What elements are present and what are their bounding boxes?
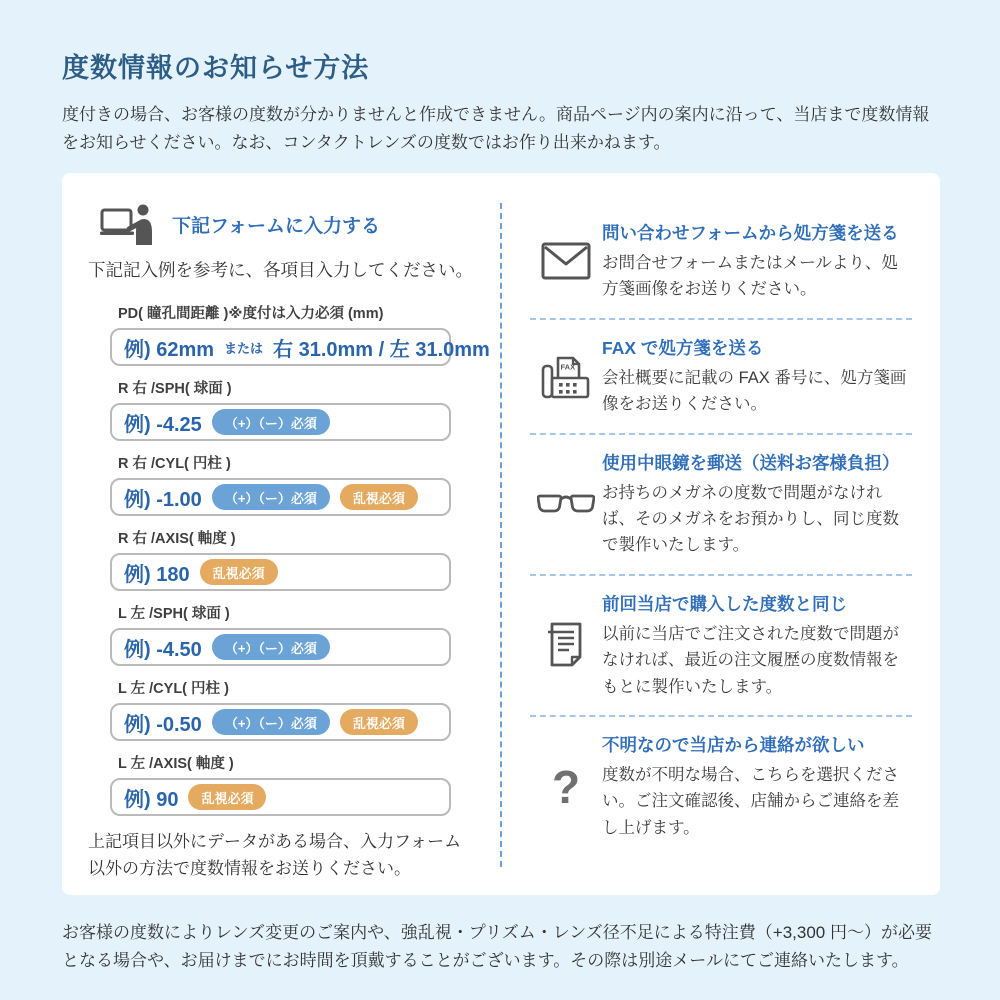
field-example-box [110,703,451,741]
method-contact-me [530,717,912,856]
method-title: 前回当店で購入した度数と同じ [602,593,847,614]
field-label: R 右 /AXIS( 軸度 ) [118,531,236,548]
astigmatism-badge: 乱視必須 [188,784,266,810]
field-example-box [110,403,451,441]
page-intro: 度付きの場合、お客様の度数が分かりませんと作成できません。商品ページ内の案内に沿って、当店まで度数情報をお知らせください。なお、コンタクトレンズの度数ではお作り出来かねます。 [62,105,930,152]
field-example-box [110,328,490,366]
field-label: L 左 /SPH( 球面 ) [118,606,230,623]
method-body: お問合せフォームまたはメールより、処方箋画像をお送りください。 [602,254,898,299]
method-body: 会社概要に記載の FAX 番号に、処方箋画像をお送りください。 [602,368,907,414]
method-body: 度数が不明な場合、こちらを選択ください。ご注文確認後、店舗からご連絡を差し上げます。 [602,765,899,837]
field-example-box [110,553,451,591]
method-text [602,591,912,700]
required-sign-badge: （+）（ー）必須 [212,634,330,660]
field-l-sph [110,602,451,666]
method-contact-form [530,205,912,318]
example-or-text: または [224,340,264,356]
example-value: 例) -1.00 [124,488,202,511]
field-r-sph [110,377,451,441]
method-previous-order [530,576,912,715]
column-divider [500,203,502,867]
required-sign-badge: （+）（ー）必須 [212,709,330,735]
field-label: L 左 /AXIS( 軸度 ) [118,756,234,773]
form-subtitle: 下記記入例を参考に、各項目入力してください。 [88,260,473,281]
svg-text:FAX: FAX [560,362,576,372]
page-title: 度数情報のお知らせ方法 [62,53,370,83]
document-icon [530,622,602,668]
field-label: R 右 /CYL( 円柱 ) [118,456,231,473]
required-sign-badge: （+）（ー）必須 [212,409,330,435]
field-pd [110,302,490,366]
method-fax [530,320,912,433]
method-mail-glasses [530,435,912,574]
page-footer: お客様の度数によりレンズ変更のご案内や、強乱視・プリズム・レンズ径不足による特注費（+3,300 円〜）が必要となる場合や、お届けまでにお時間を頂戴することがございます。その際は別途メールにてご連絡いたします。 [62,923,932,970]
example-value-2: 右 31.0mm / 左 31.0mm [273,338,490,361]
method-title: 使用中眼鏡を郵送（送料お客様負担） [602,452,900,473]
field-label: PD( 瞳孔間距離 )※度付は入力必須 (mm) [118,306,384,323]
fax-icon [530,353,602,399]
field-label: R 右 /SPH( 球面 ) [118,381,232,398]
method-title: 不明なので当店から連絡が欲しい [602,734,865,755]
form-note: 上記項目以外にデータがある場合、入力フォーム以外の方法で度数情報をお送りください。 [88,832,462,879]
astigmatism-badge: 乱視必須 [340,709,418,735]
field-r-axis [110,527,451,591]
example-value: 例) -4.50 [124,638,202,661]
field-example-box [110,628,451,666]
example-value: 例) 62mm [124,338,215,361]
mail-icon [530,242,602,280]
example-value: 例) 180 [124,563,190,586]
form-area [110,302,490,816]
astigmatism-badge: 乱視必須 [340,484,418,510]
example-value: 例) 90 [124,788,179,811]
field-l-axis [110,752,451,816]
example-value: 例) -0.50 [124,713,202,736]
method-body: お持ちのメガネの度数で問題がなければ、そのメガネをお預かりし、同じ度数で製作いたします。 [602,483,899,555]
method-text [602,450,912,559]
field-l-cyl [110,677,451,741]
example-value: 例) -4.25 [124,413,202,436]
form-section-title: 下記フォームに入力する [172,215,381,237]
method-text [602,335,912,418]
method-text [602,732,912,841]
field-example-box [110,778,451,816]
field-r-cyl [110,452,451,516]
method-title: 問い合わせフォームから処方箋を送る [602,223,899,244]
question-icon: ? [551,760,581,813]
form-column [62,201,500,879]
required-sign-badge: （+）（ー）必須 [212,484,330,510]
astigmatism-badge: 乱視必須 [200,559,278,585]
glasses-icon [530,491,602,517]
method-text [602,220,912,303]
field-label: L 左 /CYL( 円柱 ) [118,681,229,698]
field-example-box [110,478,451,516]
methods-column [500,201,940,869]
content-card [62,173,940,895]
method-title: FAX で処方箋を送る [602,337,764,358]
presenter-icon [100,203,154,245]
method-body: 以前に当店でご注文された度数で問題がなければ、最近の注文履歴の度数情報をもとに製作いたします。 [602,624,899,696]
form-header [100,203,500,245]
